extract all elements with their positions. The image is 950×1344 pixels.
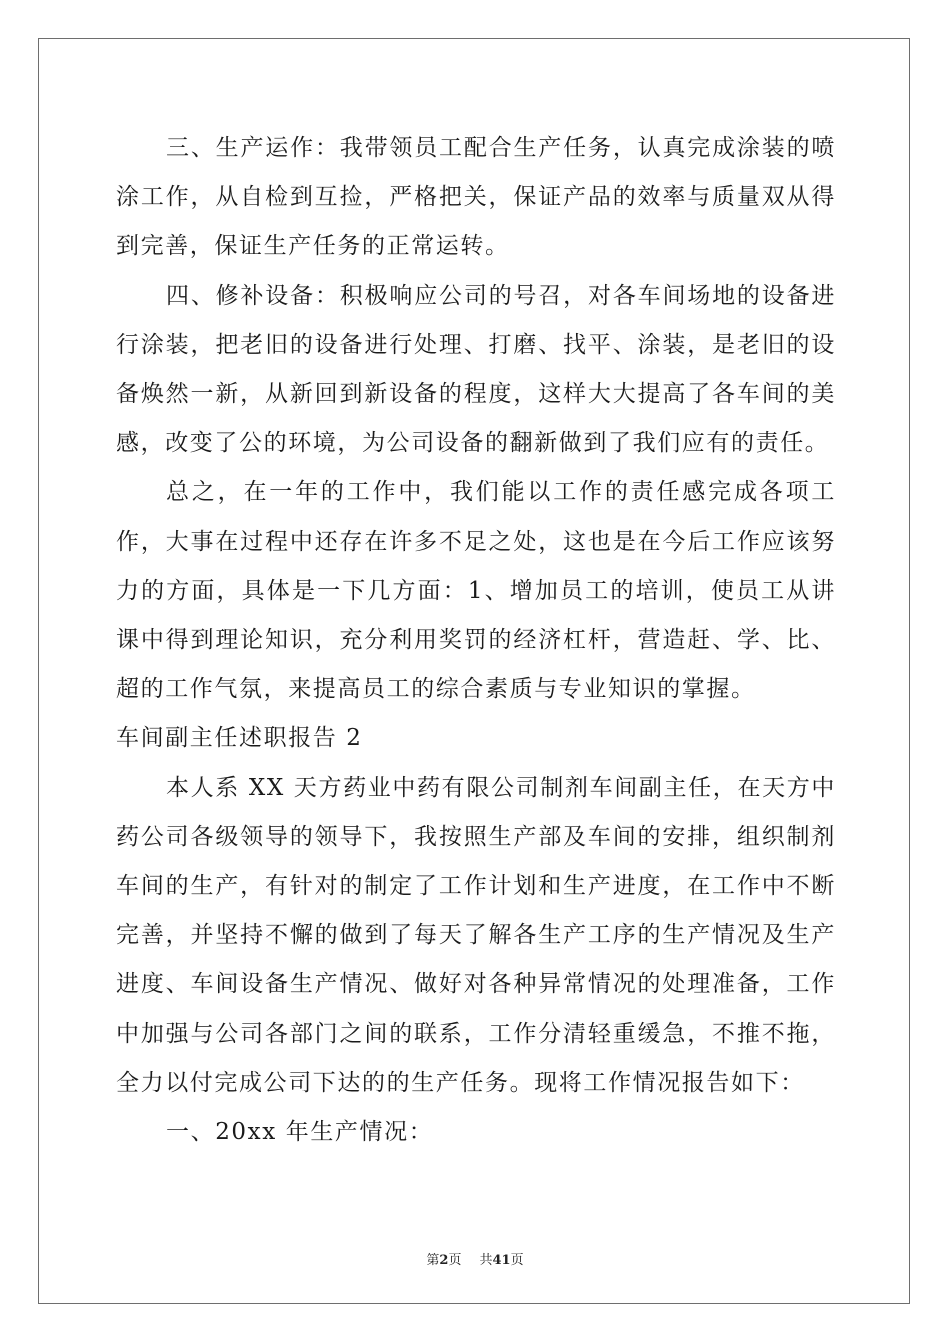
section-heading: 车间副主任述职报告 2 [116, 725, 363, 752]
paragraph-equipment-repair: 四、修补设备：积极响应公司的号召，对各车间场地的设备进行涂装，把老旧的设备进行处理、打磨、找平、涂装，是老旧的设备焕然一新，从新回到新设备的程度，这样大大提高了各车间的美感，改变了公的环境，为公司设备的翻新做到了我们应有的责任。 [116, 282, 836, 457]
paragraph-subheading-production: 一、20xx 年生产情况： [166, 1119, 434, 1146]
paragraph-summary: 总之，在一年的工作中，我们能以工作的责任感完成各项工作，大事在过程中还存在许多不足之处，这也是在今后工作应该努力的方面，具体是一下几方面：1、增加员工的培训，使员工从讲课中得到理论知识，充分利用奖罚的经济杠杆，营造赶、学、比、超的工作气氛，来提高员工的综合素质与专业知识的掌握。 [116, 479, 836, 703]
total-pages: 41 [492, 1253, 511, 1268]
document-body [116, 124, 836, 1157]
page-footer [0, 1249, 950, 1268]
page-prefix: 第 [426, 1253, 440, 1268]
paragraph-introduction: 本人系 XX 天方药业中药有限公司制剂车间副主任，在天方中药公司各级领导的领导下，我按照生产部及车间的安排，组织制剂车间的生产，有针对的制定了工作计划和生产进度，在工作中不断完善，并坚持不懈的做到了每天了解各生产工序的生产情况及生产进度、车间设备生产情况、做好对各种异常情况的处理准备，工作中加强与公司各部门之间的联系，工作分清轻重缓急，不推不拖，全力以付完成公司下达的的生产任务。现将工作情况报告如下： [116, 774, 836, 1096]
page-number: 2 [439, 1253, 449, 1268]
total-suffix: 页 [510, 1253, 524, 1268]
paragraph-production-operation: 三、生产运作：我带领员工配合生产任务，认真完成涂装的喷涂工作，从自检到互捡，严格把关，保证产品的效率与质量双从得到完善，保证生产任务的正常运转。 [116, 135, 836, 260]
total-prefix: 共 [479, 1253, 493, 1268]
page-suffix: 页 [448, 1253, 462, 1268]
